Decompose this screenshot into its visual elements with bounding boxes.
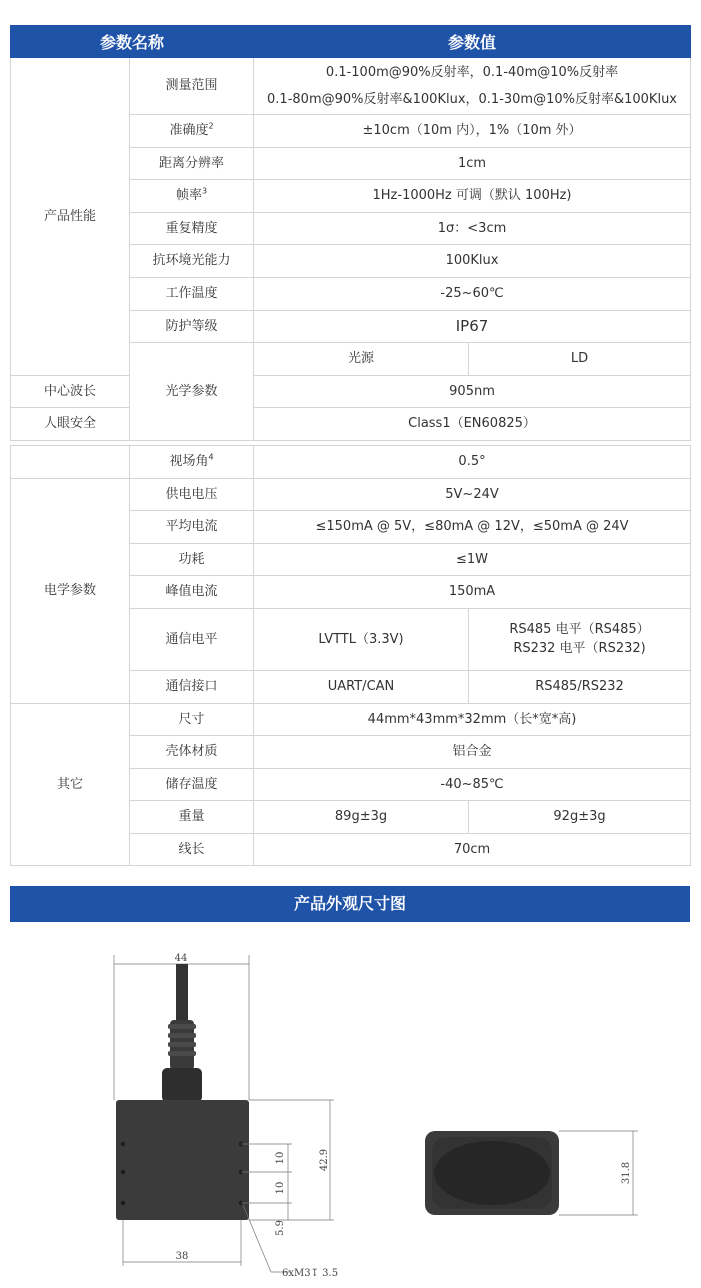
table-row (11, 375, 691, 408)
group-optical: 光学参数 (130, 343, 254, 441)
weight-value-2: 92g±3g (469, 801, 691, 834)
eye-label: 人眼安全 (11, 408, 130, 441)
current-value: ≤150mA @ 5V，≤80mA @ 12V，≤50mA @ 24V (254, 511, 691, 544)
header-param-value: 参数值 (254, 26, 691, 58)
footnote-mark: 4 (208, 452, 214, 462)
dim-width-bottom: 38 (175, 1251, 189, 1262)
size-label: 尺寸 (130, 703, 254, 736)
power-label: 功耗 (130, 543, 254, 576)
dimension-drawing (0, 930, 701, 1285)
peak-label: 峰值电流 (130, 576, 254, 609)
accuracy-label-text: 准确度 (169, 123, 209, 139)
dim-height-total: 42.9 (319, 1148, 330, 1172)
ambient-label: 抗环境光能力 (130, 245, 254, 278)
dim-width-top: 44 (174, 953, 188, 964)
current-label: 平均电流 (130, 511, 254, 544)
fov-value: 0.5° (254, 445, 691, 478)
group-electrical: 电学参数 (11, 478, 130, 703)
ip-value: IP67 (254, 310, 691, 343)
group-other: 其它 (11, 703, 130, 866)
eye-value: Class1（EN60825） (254, 408, 691, 441)
table-row (11, 703, 691, 736)
dim-holes: 6xM3↧ 3.5 (282, 1268, 339, 1279)
light-value: LD (469, 343, 691, 376)
shell-label: 壳体材质 (130, 736, 254, 769)
range-label: 测量范围 (130, 58, 254, 115)
dim-pitch-2: 10 (275, 1181, 286, 1195)
side-view (425, 1131, 638, 1215)
level-value-2b: RS232 电平（RS232) (513, 641, 646, 657)
framerate-label (130, 180, 254, 213)
supply-value: 5V~24V (254, 478, 691, 511)
iface-label: 通信接口 (130, 670, 254, 703)
table-row (11, 58, 691, 115)
fov-group-empty (11, 445, 130, 478)
storage-value: -40~85℃ (254, 768, 691, 801)
dim-pitch-1: 10 (275, 1151, 286, 1165)
table-header-row (11, 26, 691, 58)
cable-label: 线长 (130, 833, 254, 866)
table-row (11, 445, 691, 478)
range-value-2: 0.1-80m@90%反射率&100Klux，0.1-30m@10%反射率&100Klux (267, 92, 678, 107)
iface-value-1: UART/CAN (254, 670, 469, 703)
weight-label: 重量 (130, 801, 254, 834)
accuracy-value: ±10cm（10m 内），1%（10m 外） (254, 115, 691, 148)
fov-label (130, 445, 254, 478)
power-value: ≤1W (254, 543, 691, 576)
wave-value: 905nm (254, 375, 691, 408)
header-param-name: 参数名称 (11, 26, 254, 58)
repeat-value: 1σ：<3cm (254, 212, 691, 245)
range-value-1: 0.1-100m@90%反射率，0.1-40m@10%反射率 (325, 64, 619, 80)
framerate-label-text: 帧率 (175, 188, 202, 204)
optemp-label: 工作温度 (130, 277, 254, 310)
optemp-value: -25~60℃ (254, 277, 691, 310)
footnote-mark: 2 (208, 121, 214, 131)
fov-label-text: 视场角 (169, 453, 209, 469)
accuracy-label (130, 115, 254, 148)
level-value-1: LVTTL（3.3V) (254, 608, 469, 670)
footnote-mark: 3 (201, 186, 208, 196)
weight-value-1: 89g±3g (254, 801, 469, 834)
storage-label: 储存温度 (130, 768, 254, 801)
wave-label: 中心波长 (11, 375, 130, 408)
ip-label: 防护等级 (130, 310, 254, 343)
table-row (11, 478, 691, 511)
level-value-2a: RS485 电平（RS485） (509, 621, 650, 637)
dimension-section-title: 产品外观尺寸图 (10, 886, 690, 922)
dim-edge: 5.9 (275, 1220, 286, 1236)
table-row (11, 408, 691, 441)
resolution-value: 1cm (254, 147, 691, 180)
repeat-label: 重复精度 (130, 212, 254, 245)
cable-value: 70cm (254, 833, 691, 866)
spec-table (10, 25, 691, 866)
size-value: 44mm*43mm*32mm（长*宽*高) (254, 703, 691, 736)
shell-value: 铝合金 (254, 736, 691, 769)
level-value-2 (469, 608, 691, 670)
dim-side-height: 31.8 (621, 1161, 632, 1185)
ambient-value: 100Klux (254, 245, 691, 278)
framerate-value: 1Hz-1000Hz 可调（默认 100Hz) (254, 180, 691, 213)
group-performance: 产品性能 (11, 58, 130, 376)
range-value (254, 58, 691, 115)
front-view (114, 953, 338, 1279)
peak-value: 150mA (254, 576, 691, 609)
light-label: 光源 (254, 343, 469, 376)
resolution-label: 距离分辨率 (130, 147, 254, 180)
supply-label: 供电电压 (130, 478, 254, 511)
level-label: 通信电平 (130, 608, 254, 670)
iface-value-2: RS485/RS232 (469, 670, 691, 703)
